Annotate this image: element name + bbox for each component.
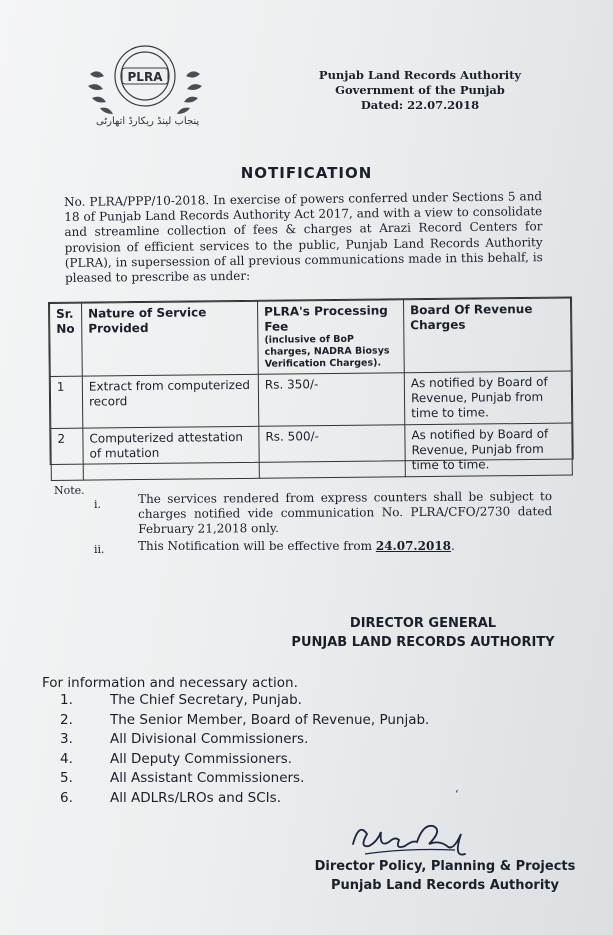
header-authority: Punjab Land Records Authority [318,68,522,82]
list-number: 4. [60,750,73,767]
note-number: ii. [94,543,105,556]
list-item [60,770,429,790]
signatory-org: Punjab Land Records Authority [331,878,559,893]
signatory-org: PUNJAB LAND RECORDS AUTHORITY [291,635,555,650]
list-item [60,751,429,771]
list-number: 5. [60,770,73,786]
header-fee [258,300,405,375]
distribution-list [60,692,429,809]
note-label: Note. [54,484,85,497]
list-item [60,731,429,751]
signatory-director-general [280,614,566,652]
distribution-heading: For information and necessary action. [42,675,298,691]
effective-date: 24.07.2018 [375,539,452,553]
cell-sr: 1 [50,376,83,428]
list-number: 3. [60,731,73,747]
list-number: 1. [60,692,73,708]
logo-urdu-caption: پنجاب لینڈ ریکارڈ اتھارٹی [96,116,200,127]
table-header-row [50,298,572,376]
header-service: Nature of Service Provided [82,301,259,376]
list-text: All Divisional Commissioners. [110,731,309,747]
list-text: All Assistant Commissioners. [110,770,305,786]
note-number: i. [94,498,102,511]
header-fee-label: PLRA's Processing Fee [264,303,388,334]
header-government: Government of the Punjab [335,83,505,97]
body-paragraph: No. PLRA/PPP/10-2018. In exercise of powers conferred under Sections 5 and 18 of Punjab Land Records Authority Act 2017, and with a view to consolidate and streamline collection of fees & charges at Arazi Record Centers for provision of efficient services to the public, Punjab Land Records Authority (PLRA), in supersession of all previous communications made in this behalf, is pleased to prescribe as under: [64,189,543,286]
list-text: All ADLRs/LROs and SCIs. [110,789,281,806]
handwritten-signature [345,804,485,864]
note-item: The services rendered from express counters shall be subject to charges notified vide communication No. PLRA/CFO/2730 dated February 21,2018 only. [138,489,553,536]
note-text: This Notification will be effective from [138,539,373,553]
header-bor: Board Of Revenue Charges [403,298,571,373]
signatory-title: Director Policy, Planning & Projects [314,859,576,874]
cell-fee: Rs. 350/- [258,373,405,427]
list-text: All Deputy Commissioners. [110,750,292,767]
list-text: The Senior Member, Board of Revenue, Punjab. [110,711,430,728]
list-text: The Chief Secretary, Punjab. [110,692,302,708]
list-number: 2. [60,711,73,728]
ink-mark-icon: ‘ [455,788,459,801]
table-row [50,371,572,428]
fee-table [48,297,574,473]
list-number: 6. [60,789,73,806]
cell-service: Computerized attestation of mutation [83,426,260,480]
cell-fee: Rs. 500/- [259,425,406,479]
letterhead [300,68,540,113]
header-fee-note: (inclusive of BoP charges, NADRA Biosys Verification Charges). [264,333,390,370]
list-item [60,712,429,732]
cell-bor: As notified by Board of Revenue, Punjab from time to time. [405,423,573,477]
note-item [138,539,455,554]
table-row [51,423,573,480]
cell-bor: As notified by Board of Revenue, Punjab from time to time. [404,371,572,425]
logo-text: PLRA [127,70,163,84]
note-end: . [451,539,455,553]
cell-sr: 2 [51,428,84,480]
signatory-title: DIRECTOR GENERAL [349,616,497,631]
cell-service: Extract from computerized record [82,374,259,428]
header-sr: Sr. No [50,303,83,376]
header-date: Dated: 22.07.2018 [360,98,480,112]
page-title: NOTIFICATION [240,164,373,182]
signatory-director-policy [300,857,590,895]
list-item [60,692,429,712]
